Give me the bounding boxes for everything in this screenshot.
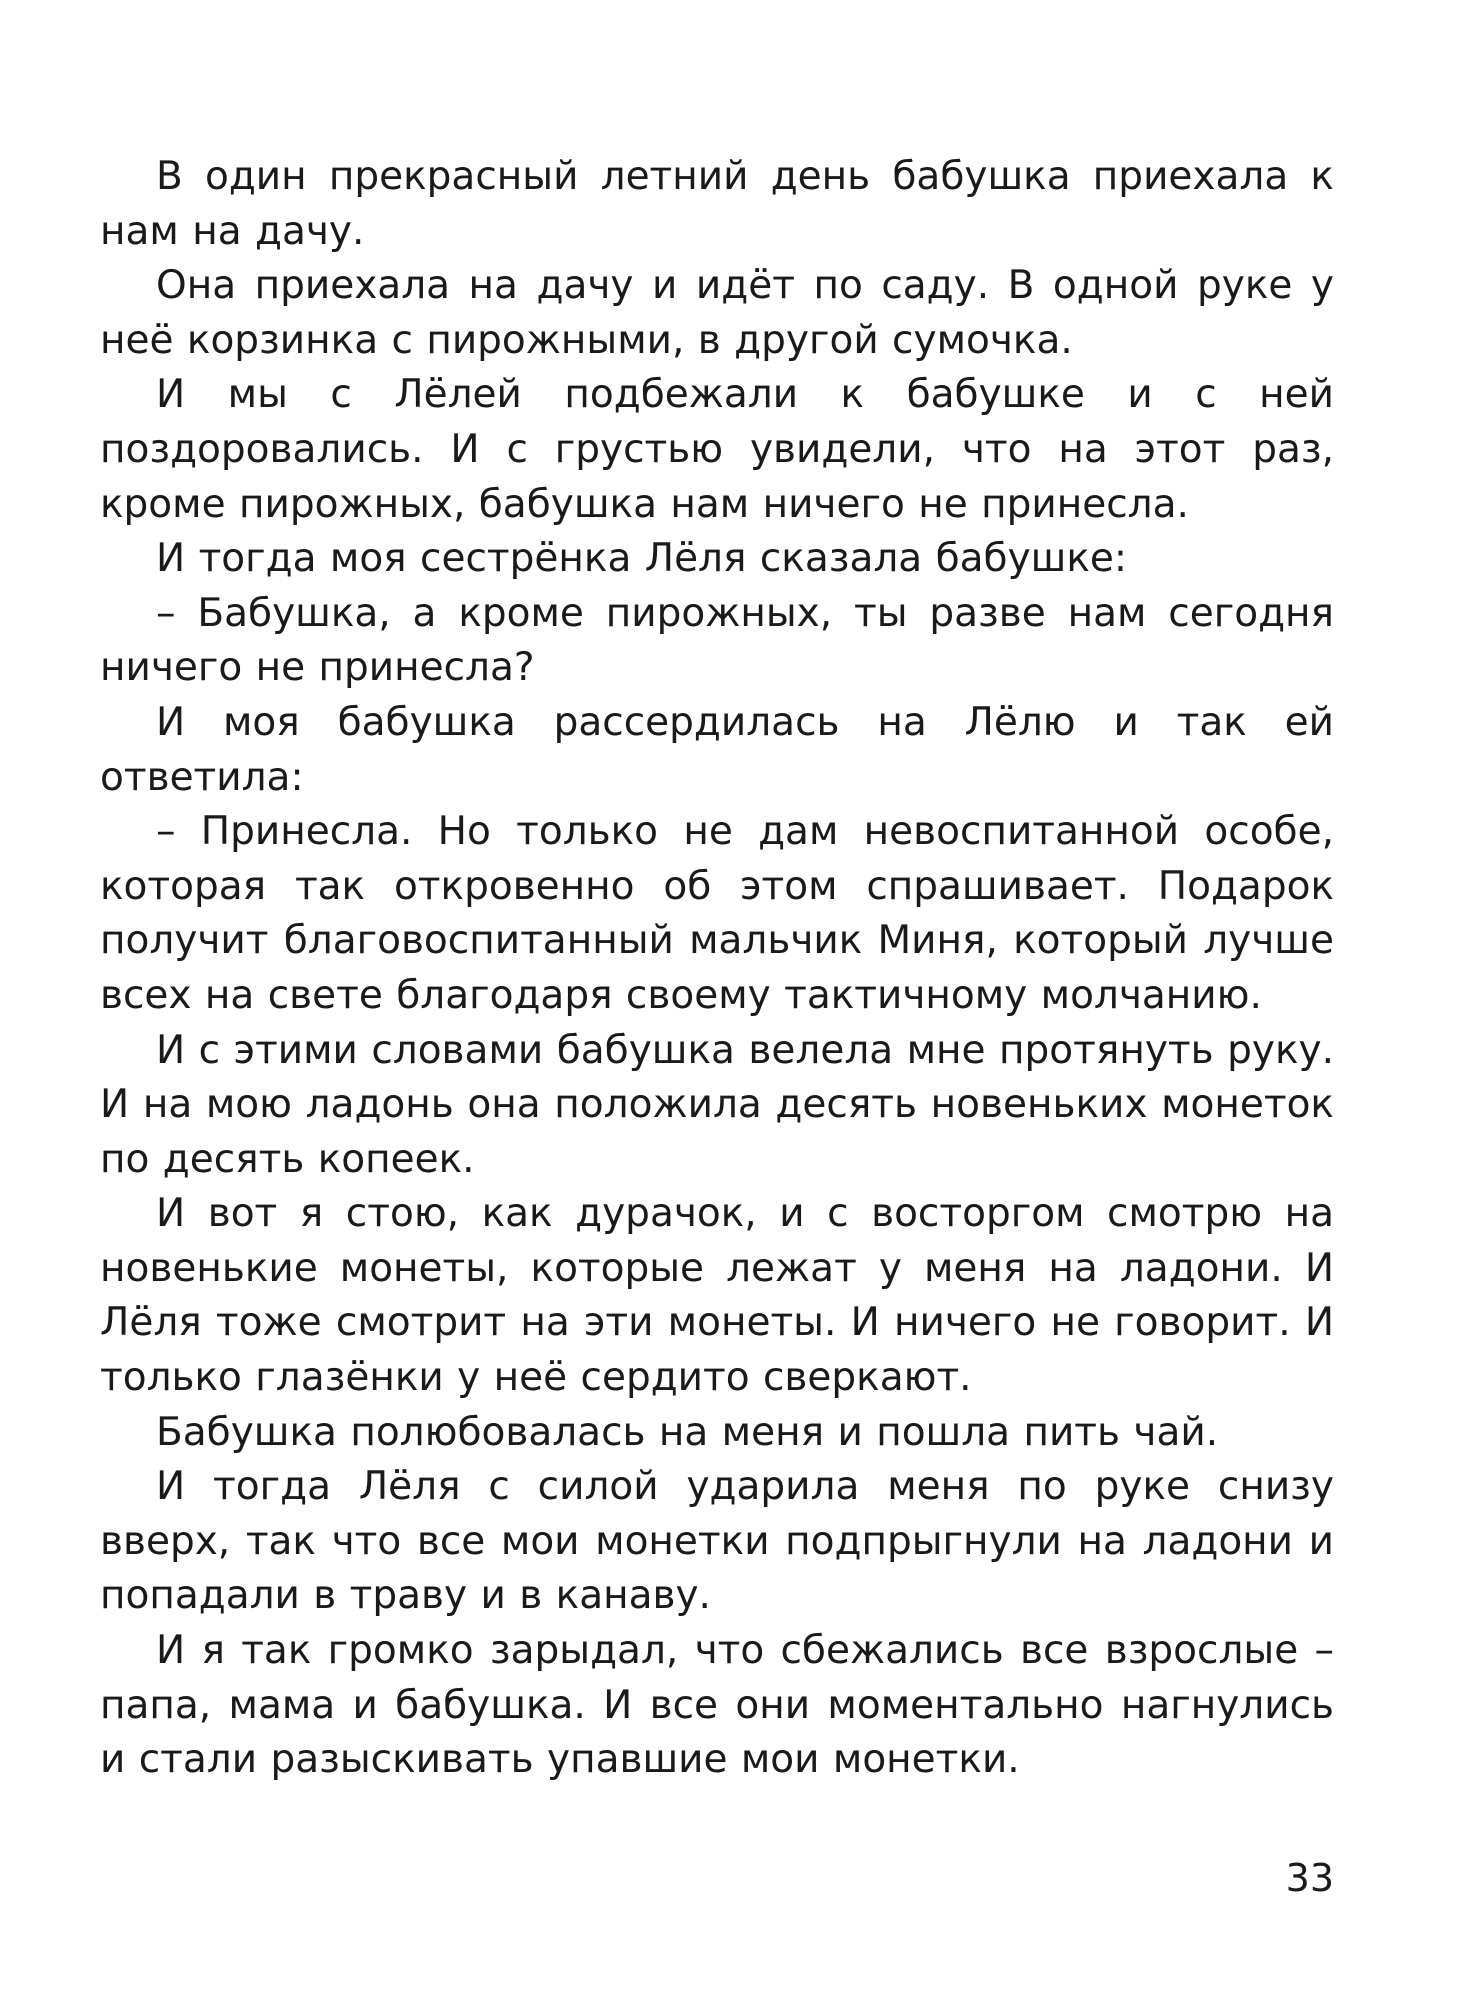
paragraph-8: И с этими словами бабушка велела мне протянуть руку. И на мою ладонь она положила десять новеньких монеток по десять копеек. [100, 1027, 1334, 1182]
paragraph-5: – Бабушка, а кроме пирожных, ты разве нам сегодня ничего не принесла? [100, 590, 1334, 691]
paragraph-10: Бабушка полюбовалась на меня и пошла пить чай. [156, 1409, 1219, 1455]
paragraph-2: Она приехала на дачу и идёт по саду. В одной руке у неё корзинка с пирожными, в другой сумочка. [100, 263, 1334, 363]
paragraph-7: – Принесла. Но только не дам невоспитанной особе, которая так откровенно об этом спрашивает. Подарок получит благовоспитанный мальчик Миня, который лучше всех на свете благодаря своему тактичному молчанию. [100, 809, 1334, 1018]
paragraph-11: И тогда Лёля с силой ударила меня по руке снизу вверх, так что все мои монетки подпрыгнули на ладони и попадали в траву и в канаву. [100, 1464, 1334, 1619]
paragraph-12: И я так громко зарыдал, что сбежались все взрослые – папа, мама и бабушка. И все они моментально нагнулись и стали разыскивать упавшие мои монетки. [100, 1628, 1334, 1783]
paragraph-3: И мы с Лёлей подбежали к бабушке и с ней поздоровались. И с грустью увидели, что на этот раз, кроме пирожных, бабушка нам ничего не принесла. [100, 372, 1334, 527]
paragraph-4: И тогда моя сестрёнка Лёля сказала бабушке: [156, 536, 1128, 582]
page-number: 33 [1285, 1856, 1334, 1900]
paragraph-9: И вот я стою, как дурачок, и с восторгом смотрю на новенькие монеты, которые лежат у меня на ладони. И Лёля тоже смотрит на эти монеты. И ничего не говорит. И только глазёнки у неё сердито сверкают. [100, 1191, 1334, 1401]
story-text [100, 150, 1334, 1788]
paragraph-6: И моя бабушка рассердилась на Лёлю и так ей ответила: [100, 699, 1334, 800]
paragraph-1: В один прекрасный летний день бабушка приехала к нам на дачу. [100, 154, 1334, 254]
